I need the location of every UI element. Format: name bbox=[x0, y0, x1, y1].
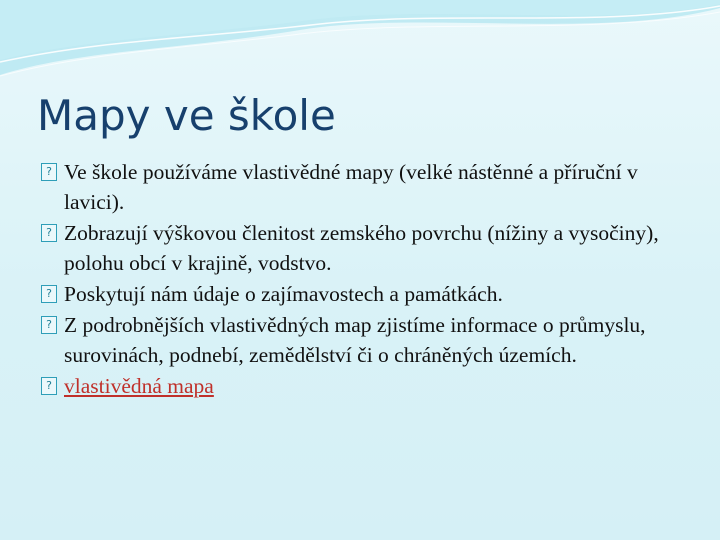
slide-title: Mapy ve škole bbox=[37, 91, 336, 140]
vlastivedna-mapa-link[interactable]: vlastivědná mapa bbox=[64, 374, 214, 398]
bullet-text: Ve škole používáme vlastivědné mapy (velké nástěnné a příruční v lavici). bbox=[64, 160, 638, 214]
bullet-text: Z podrobnějších vlastivědných map zjistíme informace o průmyslu, surovinách, podnebí, zemědělství či o chráněných územích. bbox=[64, 313, 646, 367]
bullet-list bbox=[38, 157, 688, 402]
bullet-item-4 bbox=[38, 310, 688, 370]
bullet-item-link bbox=[38, 371, 688, 401]
bullet-text: Poskytují nám údaje o zajímavostech a památkách. bbox=[64, 282, 503, 306]
bullet-item-1 bbox=[38, 157, 688, 217]
bullet-marker-icon: ? bbox=[41, 285, 57, 303]
bullet-marker-icon: ? bbox=[41, 163, 57, 181]
bullet-marker-icon: ? bbox=[41, 224, 57, 242]
bullet-marker-icon: ? bbox=[41, 377, 57, 395]
bullet-item-3 bbox=[38, 279, 688, 309]
bullet-item-2 bbox=[38, 218, 688, 278]
bullet-marker-icon: ? bbox=[41, 316, 57, 334]
header-wave-decoration bbox=[0, 0, 720, 90]
bullet-text: Zobrazují výškovou členitost zemského povrchu (nížiny a vysočiny), polohu obcí v krajině, vodstvo. bbox=[64, 221, 659, 275]
